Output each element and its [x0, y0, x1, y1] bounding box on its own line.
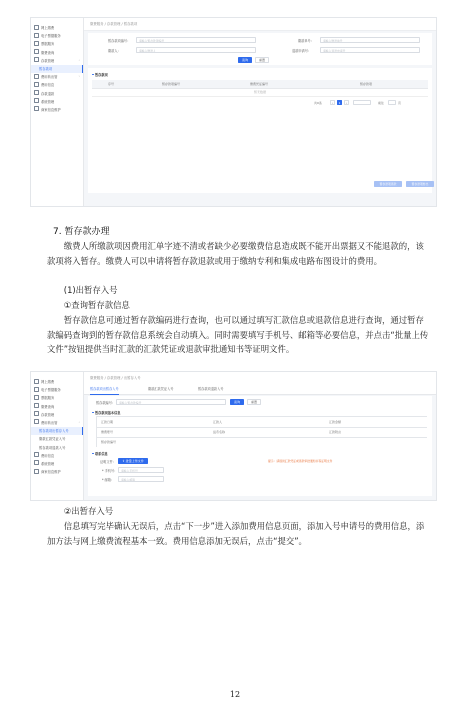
search-panel [88, 33, 432, 65]
page-size-select[interactable] [353, 100, 371, 105]
menu-icon [34, 452, 39, 457]
grid-account: 缴费账号 [101, 430, 114, 434]
col-amount: 暂存款项 [360, 82, 373, 86]
menu-icon [34, 90, 39, 95]
upload-hint: 提示：请提供汇款凭证或退款审批通知书等证明文件 [268, 459, 333, 463]
goto-input[interactable] [388, 100, 396, 105]
sidebar-item-invoice[interactable]: 票据服务 [31, 40, 83, 48]
menu-icon [34, 74, 39, 79]
sidebar-item-merchant[interactable]: 商家信息维护 [31, 106, 83, 114]
amount-no-label: 缴款单号： [298, 39, 314, 43]
phone-label: * 手机号： [102, 469, 118, 473]
sidebar-item-query[interactable]: 缴费查询 [31, 403, 83, 411]
amount-no-input[interactable]: 请输入缴款单号 [320, 37, 420, 43]
main-area [84, 372, 436, 500]
phone-input[interactable]: 请输入手机号 [118, 467, 164, 473]
menu-icon [34, 41, 39, 46]
sidebar-item-invoice[interactable]: 票据服务 [31, 394, 83, 402]
empty-row: 暂无数据 [92, 88, 428, 97]
sidebar-item-fee-info[interactable]: 费用信息 [31, 452, 83, 460]
name-label: 缴款人： [108, 49, 121, 53]
sidebar-item-online-pay[interactable]: 网上缴费 [31, 378, 83, 386]
menu-icon [34, 106, 39, 111]
grid-code: 暂存款编号 [101, 440, 117, 444]
search-button[interactable]: 查询 [230, 399, 244, 405]
chevron-up-icon: ˄ [78, 58, 80, 63]
grid-date: 汇款日期 [101, 420, 114, 424]
pager-goto: 前往 [378, 101, 385, 105]
sidebar-item-system[interactable]: 系统管理 [31, 460, 83, 468]
info-grid [96, 416, 427, 447]
apply-no-label: 退款申请号： [292, 49, 312, 53]
menu-icon [34, 98, 39, 103]
name-input[interactable]: 请输入缴款人 [136, 47, 256, 53]
upload-label: 证明文件： [100, 460, 116, 464]
reset-button[interactable]: 重置 [247, 399, 261, 405]
menu-icon [34, 82, 39, 87]
pager-page[interactable]: 1 [338, 101, 341, 105]
apply-no-input[interactable]: 请输入退款申请号 [320, 47, 420, 53]
sidebar-item-voucher[interactable]: 缴款汇款凭证入号 [39, 437, 66, 442]
sidebar [31, 18, 84, 206]
sidebar-item-transfer[interactable]: 费用转出管 ˅ [31, 73, 83, 81]
code-input[interactable]: 请输入暂存款项编号 [136, 37, 256, 43]
menu-icon [34, 469, 39, 474]
sidebar-item-e-invoice[interactable]: 电子票据服务 [31, 32, 83, 40]
refund-button[interactable]: 暂存款项退款 [374, 181, 402, 187]
col-voucher: 缴费凭证编号 [250, 82, 269, 86]
grid-memo: 汇款附言 [329, 430, 342, 434]
tab-refund[interactable]: 暂存款项退款入号 [198, 387, 224, 391]
sidebar-item-query[interactable]: 缴费查询 [31, 49, 83, 57]
code-label: 暂存款项编号： [108, 39, 131, 43]
menu-icon [34, 25, 39, 30]
paragraph-1: 缴费人所缴款项因费用汇单字迹不清或者缺少必要缴费信息造成既不能开出票据又不能退款的，该款项将入暂存。缴费人可以申请将暂存款退款或用于缴纳专利和集成电路布图设计的费用。 [47, 241, 424, 266]
sidebar-item-refund-no[interactable]: 暂存款项退款入号 [39, 445, 66, 450]
section-title: 暂存款项 [92, 72, 108, 77]
mail-label: * 邮箱： [102, 478, 115, 482]
breadcrumb: 缴费服务 / 存款管理 / 出暂存入号 [84, 372, 436, 385]
menu-icon [34, 411, 39, 416]
tab-voucher[interactable]: 缴款汇款凭证入号 [148, 387, 174, 391]
grid-currency: 货币名称 [213, 430, 226, 434]
menu-icon [34, 419, 39, 424]
menu-icon [34, 33, 39, 38]
sidebar-item-deposit[interactable]: 存款管理 [31, 411, 83, 419]
screenshot-out-deposit [30, 371, 437, 501]
pager-next[interactable]: › [345, 101, 348, 105]
menu-icon [34, 57, 39, 62]
paragraph-3: 信息填写完毕确认无误后，点击“下一步”进入添加费用信息页面，添加入号申请号的费用信息，添加方法与网上缴费流程基本一致。费用信息添加无误后，点击“提交”。 [47, 521, 425, 546]
mail-input[interactable]: 请输入邮箱 [118, 476, 164, 482]
section-heading: 7. 暂存款办理 [53, 227, 110, 237]
code-input[interactable]: 请输入暂存款编号 [116, 399, 226, 405]
col-code: 暂存款项编号 [162, 82, 181, 86]
sidebar-item-system[interactable]: 系统管理 [31, 98, 83, 106]
sidebar-item-out-deposit[interactable]: 暂存款项出暂存入号 [31, 427, 83, 435]
upload-icon: ⇪ [122, 459, 126, 463]
menu-icon [34, 49, 39, 54]
menu-icon [34, 387, 39, 392]
pager-unit: 页 [398, 101, 402, 105]
menu-icon [34, 379, 39, 384]
page-number: 12 [229, 690, 241, 699]
sidebar-item-temp-deposit[interactable]: 暂存款项 [31, 65, 83, 73]
reset-button[interactable]: 重置 [255, 57, 269, 63]
subheading-1a: ①查询暂存款信息 [63, 300, 130, 310]
result-panel [88, 68, 432, 193]
col-index: 序号 [108, 82, 115, 86]
sidebar-item-refund[interactable]: 存款退款 [31, 90, 83, 98]
section-contact: 联系信息 [92, 451, 108, 456]
breadcrumb: 缴费服务 / 存款管理 / 暂存款项 [84, 18, 436, 31]
pager-prev[interactable]: ‹ [331, 101, 334, 105]
menu-icon [34, 460, 39, 465]
grid-amount: 汇款金额 [329, 420, 342, 424]
transfer-button[interactable]: 暂存款项转出 [406, 181, 434, 187]
subheading-1: (1)出暂存入号 [63, 285, 118, 295]
sidebar [31, 372, 84, 500]
subheading-2: ②出暂存入号 [63, 506, 114, 516]
section-basic-info: 暂存款项基本信息 [92, 410, 121, 415]
sidebar-item-online-pay[interactable]: 网上缴费 [31, 24, 83, 32]
upload-button[interactable]: ⇪ 批量上传文件 [118, 458, 148, 464]
screenshot-temp-deposit-list [30, 17, 437, 207]
form-panel [88, 396, 432, 496]
sidebar-item-merchant[interactable]: 商家信息维护 [31, 468, 83, 476]
main-area [84, 18, 436, 206]
sidebar-item-deposit[interactable]: 存款管理 ˄ [31, 57, 83, 65]
pager-total: 共0条 [314, 101, 322, 105]
menu-icon [34, 395, 39, 400]
grid-remitter: 汇款人 [213, 420, 223, 424]
search-button[interactable]: 查询 [238, 57, 252, 63]
code-label: 暂存款编号： [96, 401, 116, 405]
sidebar-item-fee-info[interactable]: 费用信息 [31, 81, 83, 89]
tab-bar [84, 384, 436, 395]
sidebar-item-transfer[interactable]: 费用转出管 ˄ [31, 419, 83, 427]
paragraph-2: 暂存款信息可通过暂存款编码进行查询，也可以通过填写汇款信息或退款信息进行查询，通过暂存款编码查询到的暂存款信息系统会自动填入。同时需要填写手机号、邮箱等必要信息，并点击“批量上传文件”按钮提供当时汇款的汇款凭证或退款审批通知书等证明文件。 [47, 315, 429, 355]
menu-icon [34, 403, 39, 408]
sidebar-item-e-invoice[interactable]: 电子票据服务 [31, 386, 83, 394]
chevron-up-icon: ˄ [78, 420, 80, 425]
chevron-down-icon: ˅ [78, 75, 80, 80]
tab-out-deposit[interactable]: 暂存款项出暂存入号 [90, 384, 119, 395]
